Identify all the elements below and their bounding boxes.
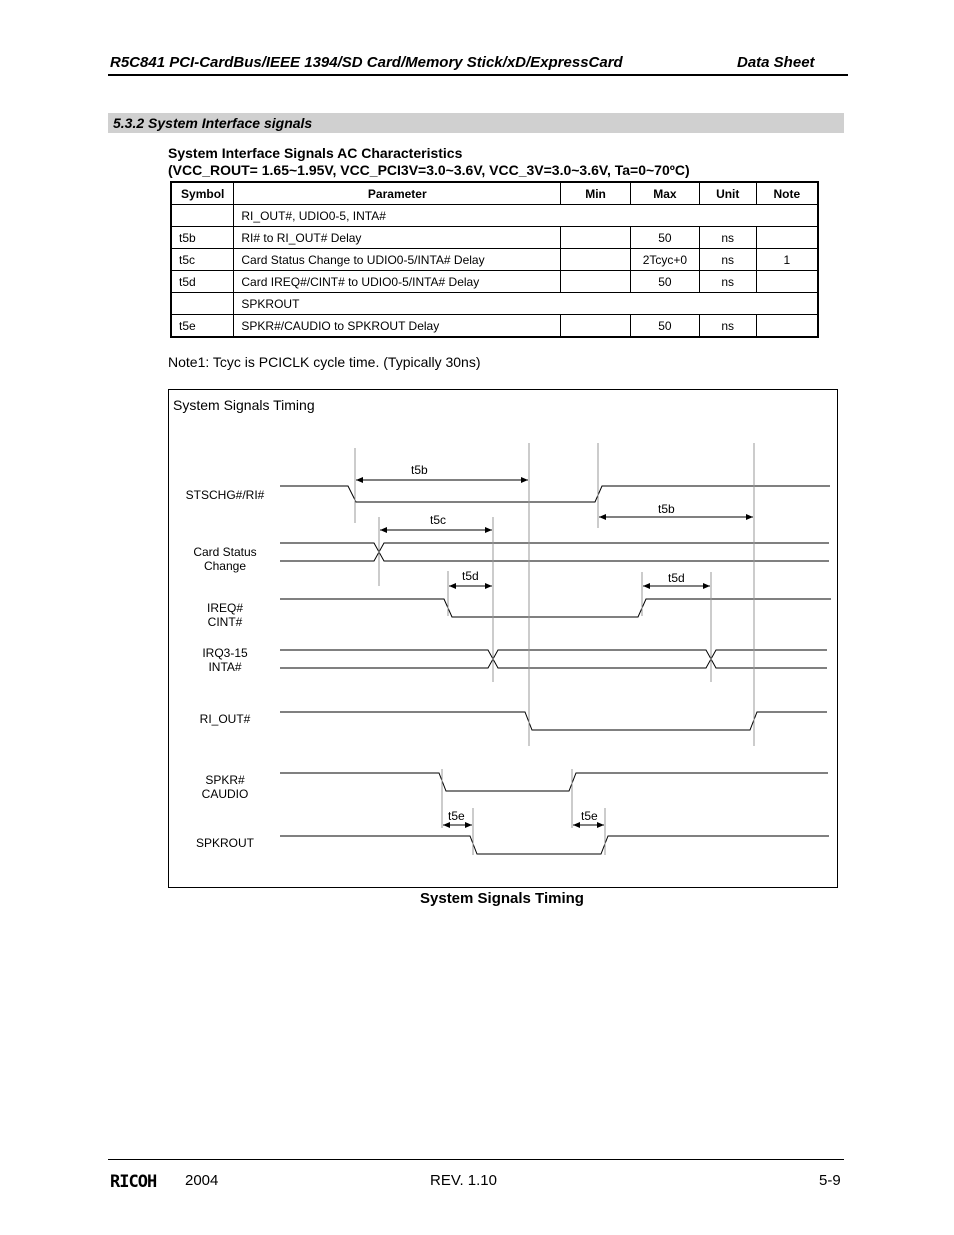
timing-diagram-title: System Signals Timing <box>173 397 315 413</box>
timing-label-t5e: t5e <box>448 809 465 823</box>
cell-parameter: RI# to RI_OUT# Delay <box>234 227 561 249</box>
table-title-line2: (VCC_ROUT= 1.65~1.95V, VCC_PCI3V=3.0~3.6V, VCC_3V=3.0~3.6V, Ta=0~70ºC) <box>168 162 690 178</box>
signal-label-card-status: Card Status Change <box>193 545 257 573</box>
figure-caption: System Signals Timing <box>420 890 584 907</box>
cell-unit: ns <box>699 315 756 338</box>
col-parameter: Parameter <box>234 182 561 205</box>
signal-label-ri-out: RI_OUT# <box>199 712 251 726</box>
cell-parameter: Card IREQ#/CINT# to UDIO0-5/INTA# Delay <box>234 271 561 293</box>
waveform-card-status-upper <box>280 543 829 552</box>
footer-year: 2004 <box>185 1172 219 1189</box>
footer-page-number: 5-9 <box>819 1172 841 1189</box>
signal-label-spkrout: SPKROUT <box>195 836 254 850</box>
waveform-card-status-lower <box>280 552 829 561</box>
cell-parameter: Card Status Change to UDIO0-5/INTA# Delay <box>234 249 561 271</box>
waveform-stschg <box>280 486 830 502</box>
col-symbol: Symbol <box>171 182 234 205</box>
timing-label-t5d: t5d <box>462 569 479 583</box>
cell-max: 2Tcyc+0 <box>630 249 699 271</box>
footer-revision: REV. 1.10 <box>430 1172 497 1189</box>
cell-unit: ns <box>699 249 756 271</box>
group-label: SPKROUT <box>234 293 818 315</box>
timing-label-t5d: t5d <box>668 571 685 585</box>
cell-max: 50 <box>630 227 699 249</box>
timing-label-t5b: t5b <box>658 502 675 516</box>
cell-unit: ns <box>699 227 756 249</box>
cell-max: 50 <box>630 271 699 293</box>
col-max: Max <box>630 182 699 205</box>
waveform-spkrout <box>280 836 829 854</box>
timing-label-t5e: t5e <box>581 809 598 823</box>
cell-max: 50 <box>630 315 699 338</box>
signal-label-irq: IRQ3-15 INTA# <box>202 646 248 674</box>
cell-parameter: SPKR#/CAUDIO to SPKROUT Delay <box>234 315 561 338</box>
cell-symbol: t5c <box>171 249 234 271</box>
cell-symbol: t5d <box>171 271 234 293</box>
ricoh-logo <box>110 1171 172 1191</box>
timing-label-t5c: t5c <box>430 513 447 527</box>
cell-symbol: t5b <box>171 227 234 249</box>
timing-label-t5b: t5b <box>411 463 428 477</box>
section-heading: 5.3.2 System Interface signals <box>113 115 313 131</box>
waveform-irq-lower <box>280 659 827 668</box>
cell-symbol: t5e <box>171 315 234 338</box>
svg-text:RICOH: RICOH <box>110 1172 157 1191</box>
cell-unit: ns <box>699 271 756 293</box>
group-label: RI_OUT#, UDIO0-5, INTA# <box>234 205 818 227</box>
table-note: Note1: Tcyc is PCICLK cycle time. (Typically 30ns) <box>168 354 481 370</box>
waveform-irq-upper <box>280 650 827 659</box>
signal-label-spkr: SPKR# CAUDIO <box>201 773 249 801</box>
document-title: R5C841 PCI-CardBus/IEEE 1394/SD Card/Memory Stick/xD/ExpressCard <box>110 54 623 71</box>
col-min: Min <box>561 182 631 205</box>
waveform-spkr <box>280 773 828 791</box>
footer-rule <box>108 1159 844 1160</box>
table-title-line1: System Interface Signals AC Characteristics <box>168 145 463 161</box>
col-unit: Unit <box>699 182 756 205</box>
waveform-ri-out <box>280 712 827 730</box>
waveform-ireq <box>280 599 831 617</box>
document-type: Data Sheet <box>737 54 815 71</box>
cell-note: 1 <box>756 249 818 271</box>
signal-label-ireq: IREQ# CINT# <box>206 601 243 629</box>
signal-label-stschg: STSCHG#/RI# <box>185 488 265 502</box>
col-note: Note <box>756 182 818 205</box>
